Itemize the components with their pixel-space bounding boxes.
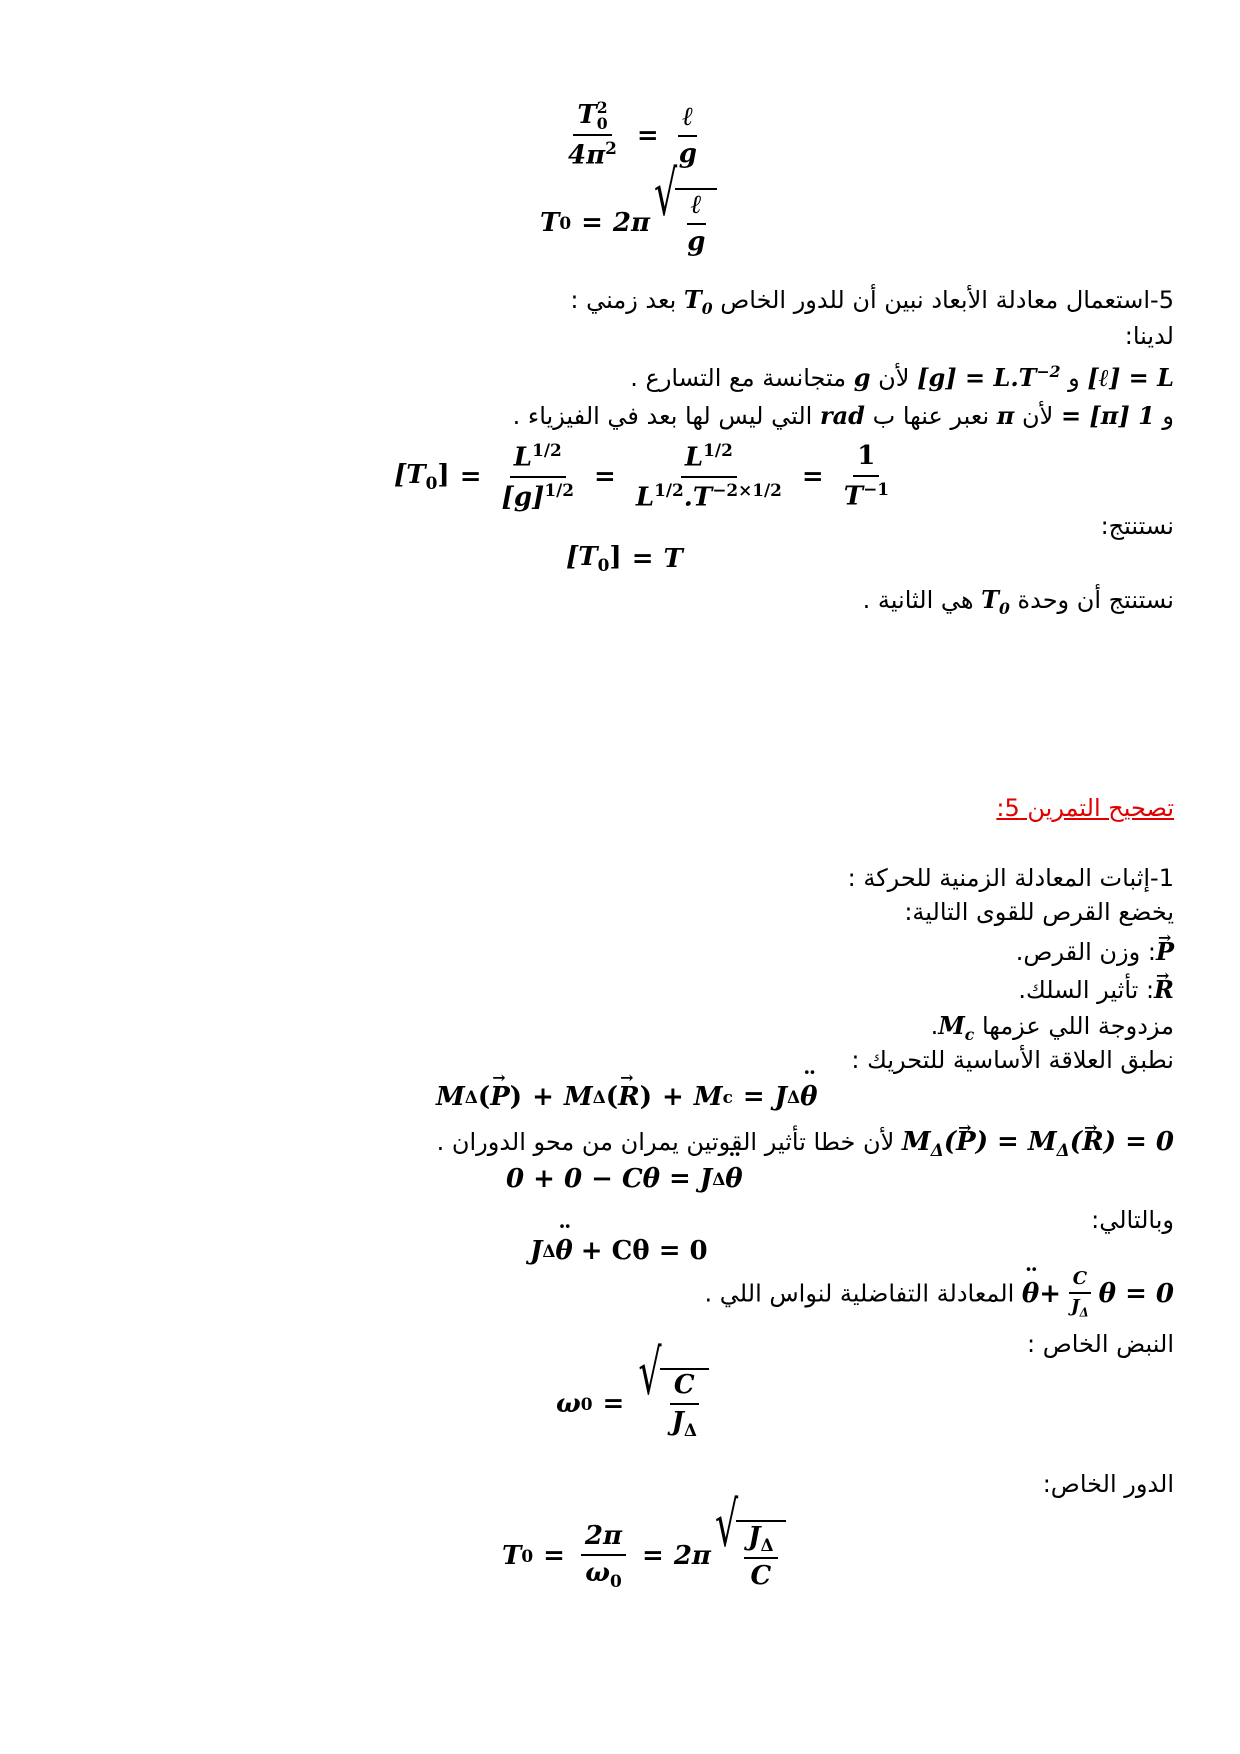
radical-icon: √ [638, 1335, 662, 1409]
nastantij-label: نستنتج: [1100, 512, 1174, 540]
equation-fundamental: M Δ ( → P ) + M Δ ( → R ) + M c = J Δ ¨ θ [436, 1082, 817, 1112]
text: هي الثانية . [862, 586, 974, 614]
text: لأن [878, 364, 910, 392]
symbol: T [540, 208, 560, 239]
question-5 [570, 282, 1174, 327]
text: بعد زمني : [570, 286, 677, 314]
equation-period-torsion: T 0 = $\frac{2\pi}{\omega_0}$ = 2π √ $\frac{J_\Delta}{C}$ [502, 1520, 786, 1593]
symbol: $M_c$ [938, 1011, 975, 1044]
equation-motion: J Δ ¨ θ + Cθ = 0 [530, 1236, 708, 1266]
symbol: T [663, 543, 683, 574]
fraction: $\frac{L^{1/2}}{L^{1/2}.T^{-2\times 1/2}}$ [635, 440, 782, 513]
text: : تأثير السلك. [1018, 976, 1155, 1004]
equals-sign: = [801, 461, 824, 492]
dimension-line-1 [630, 354, 1174, 396]
denominator: 4π [568, 140, 606, 171]
text: لأن خطا تأثير القوتين يمران من محو الدوران . [436, 1128, 895, 1156]
text: : وزن القرص. [1015, 938, 1156, 966]
vector-p: → P [1156, 934, 1174, 970]
conclusion-line [863, 582, 1174, 627]
denominator: g [678, 138, 697, 169]
dimension-line-2 [513, 398, 1174, 434]
symbol: rad [819, 401, 865, 430]
text: نعبر عنها ب [872, 402, 990, 430]
radical-icon: √ [714, 1487, 739, 1561]
ladayna-label: لدينا: [1124, 322, 1174, 350]
period-label: الدور الخاص: [1042, 1470, 1174, 1498]
expression: = [π] 1 [1060, 401, 1155, 430]
expression: ¨ θ + $\frac{C}{J_\Delta}$ θ = 0 [1022, 1268, 1174, 1319]
forces-intro: يخضع القرص للقوى التالية: [904, 898, 1174, 926]
fraction: $\frac{1}{T^{-1}}$ [843, 441, 889, 512]
equation-dimension: $[T_0]$ = $\frac{L^{1/2}}{[g]^{1/2}}$ = $\frac{L^{1/2}}{L^{1/2}.T^{-2\times 1/2}}$ = $\frac{1}{T^{-1}}$ [394, 440, 899, 514]
text: لأن [1022, 402, 1054, 430]
equation-pulsation: ω 0 = √ $\frac{C}{J_\Delta}$ [556, 1368, 709, 1441]
theta-double-dot: ¨ θ [800, 1082, 817, 1112]
symbol: $T_0$ [683, 285, 713, 318]
coefficient: 2π [612, 208, 651, 239]
text: المعادلة التفاضلية لنواس اللي . [704, 1279, 1015, 1308]
denominator: g [687, 227, 706, 258]
section-heading: تصحيح التمرين 5: [996, 794, 1174, 822]
symbol: g [853, 363, 871, 392]
text: مزدوجة اللي عزمها [981, 1012, 1174, 1040]
symbol: $T_0$ [981, 585, 1010, 618]
radical-icon: √ [654, 156, 678, 230]
superscript: 2 [596, 98, 608, 118]
equals-sign: = [631, 543, 654, 574]
force-weight [1016, 934, 1174, 970]
subscript: 0 [559, 213, 572, 234]
equals-sign: = [636, 120, 659, 151]
symbol: π [996, 401, 1015, 430]
text: التي ليس لها بعد في الفيزياء . [512, 402, 813, 430]
equation-period-squared [558, 100, 707, 171]
equals-sign: = [594, 461, 616, 492]
vector-p: → P [490, 1082, 510, 1112]
superscript: 2 [605, 137, 617, 158]
pulse-label: النبض الخاص : [1026, 1330, 1174, 1358]
text: 5-استعمال معادلة الأبعاد نبين أن للدور الخاص [720, 286, 1174, 314]
text: متجانسة مع التسارع . [630, 364, 847, 392]
vector-r: → R [618, 1082, 640, 1112]
expression: [ℓ] = L [1087, 363, 1174, 392]
numerator: ℓ [682, 101, 694, 132]
square-root: √ $\frac{J_\Delta}{C}$ [715, 1520, 786, 1593]
fraction: $\frac{L^{1/2}}{[g]^{1/2}}$ [501, 440, 575, 513]
differential-equation-line [705, 1268, 1174, 1319]
square-root: √ $\frac{C}{J_\Delta}$ [638, 1368, 709, 1441]
equation-substituted: 0 + 0 − Cθ = J Δ ¨ θ [506, 1164, 743, 1194]
equals-sign: = [459, 461, 482, 492]
question-1: 1-إثبات المعادلة الزمنية للحركة : [847, 864, 1174, 892]
fraction [564, 100, 621, 171]
wabittali-label: وبالتالي: [1091, 1206, 1174, 1234]
text: نستنتج أن وحدة [1017, 586, 1174, 614]
apply-law: نطبق العلاقة الأساسية للتحريك : [851, 1046, 1174, 1074]
square-root [654, 156, 717, 258]
equation-period-formula [540, 156, 717, 258]
fraction [675, 102, 701, 170]
couple-line: مزدوجة اللي عزمها $M_c$. [930, 1011, 1174, 1044]
moment-line [437, 1124, 1174, 1168]
expression: $[g] = L.T^{-2}$ [917, 362, 1061, 392]
force-wire [1018, 972, 1174, 1008]
equals-sign: = [581, 208, 603, 239]
numerator: ℓ [690, 190, 702, 220]
text: و [1068, 364, 1080, 392]
subscript: 0 [596, 114, 608, 133]
expression: $M_\Delta(\to P) = M_\Delta(\to R) = 0$ [902, 1127, 1174, 1157]
text: و [1162, 402, 1174, 430]
symbol: T [577, 100, 597, 130]
equation-result-dimension: $[T_0]$ = T [566, 542, 683, 576]
fraction: $\frac{2\pi}{\omega_0}$ [581, 1521, 626, 1592]
vector-r: → R [1154, 972, 1174, 1008]
